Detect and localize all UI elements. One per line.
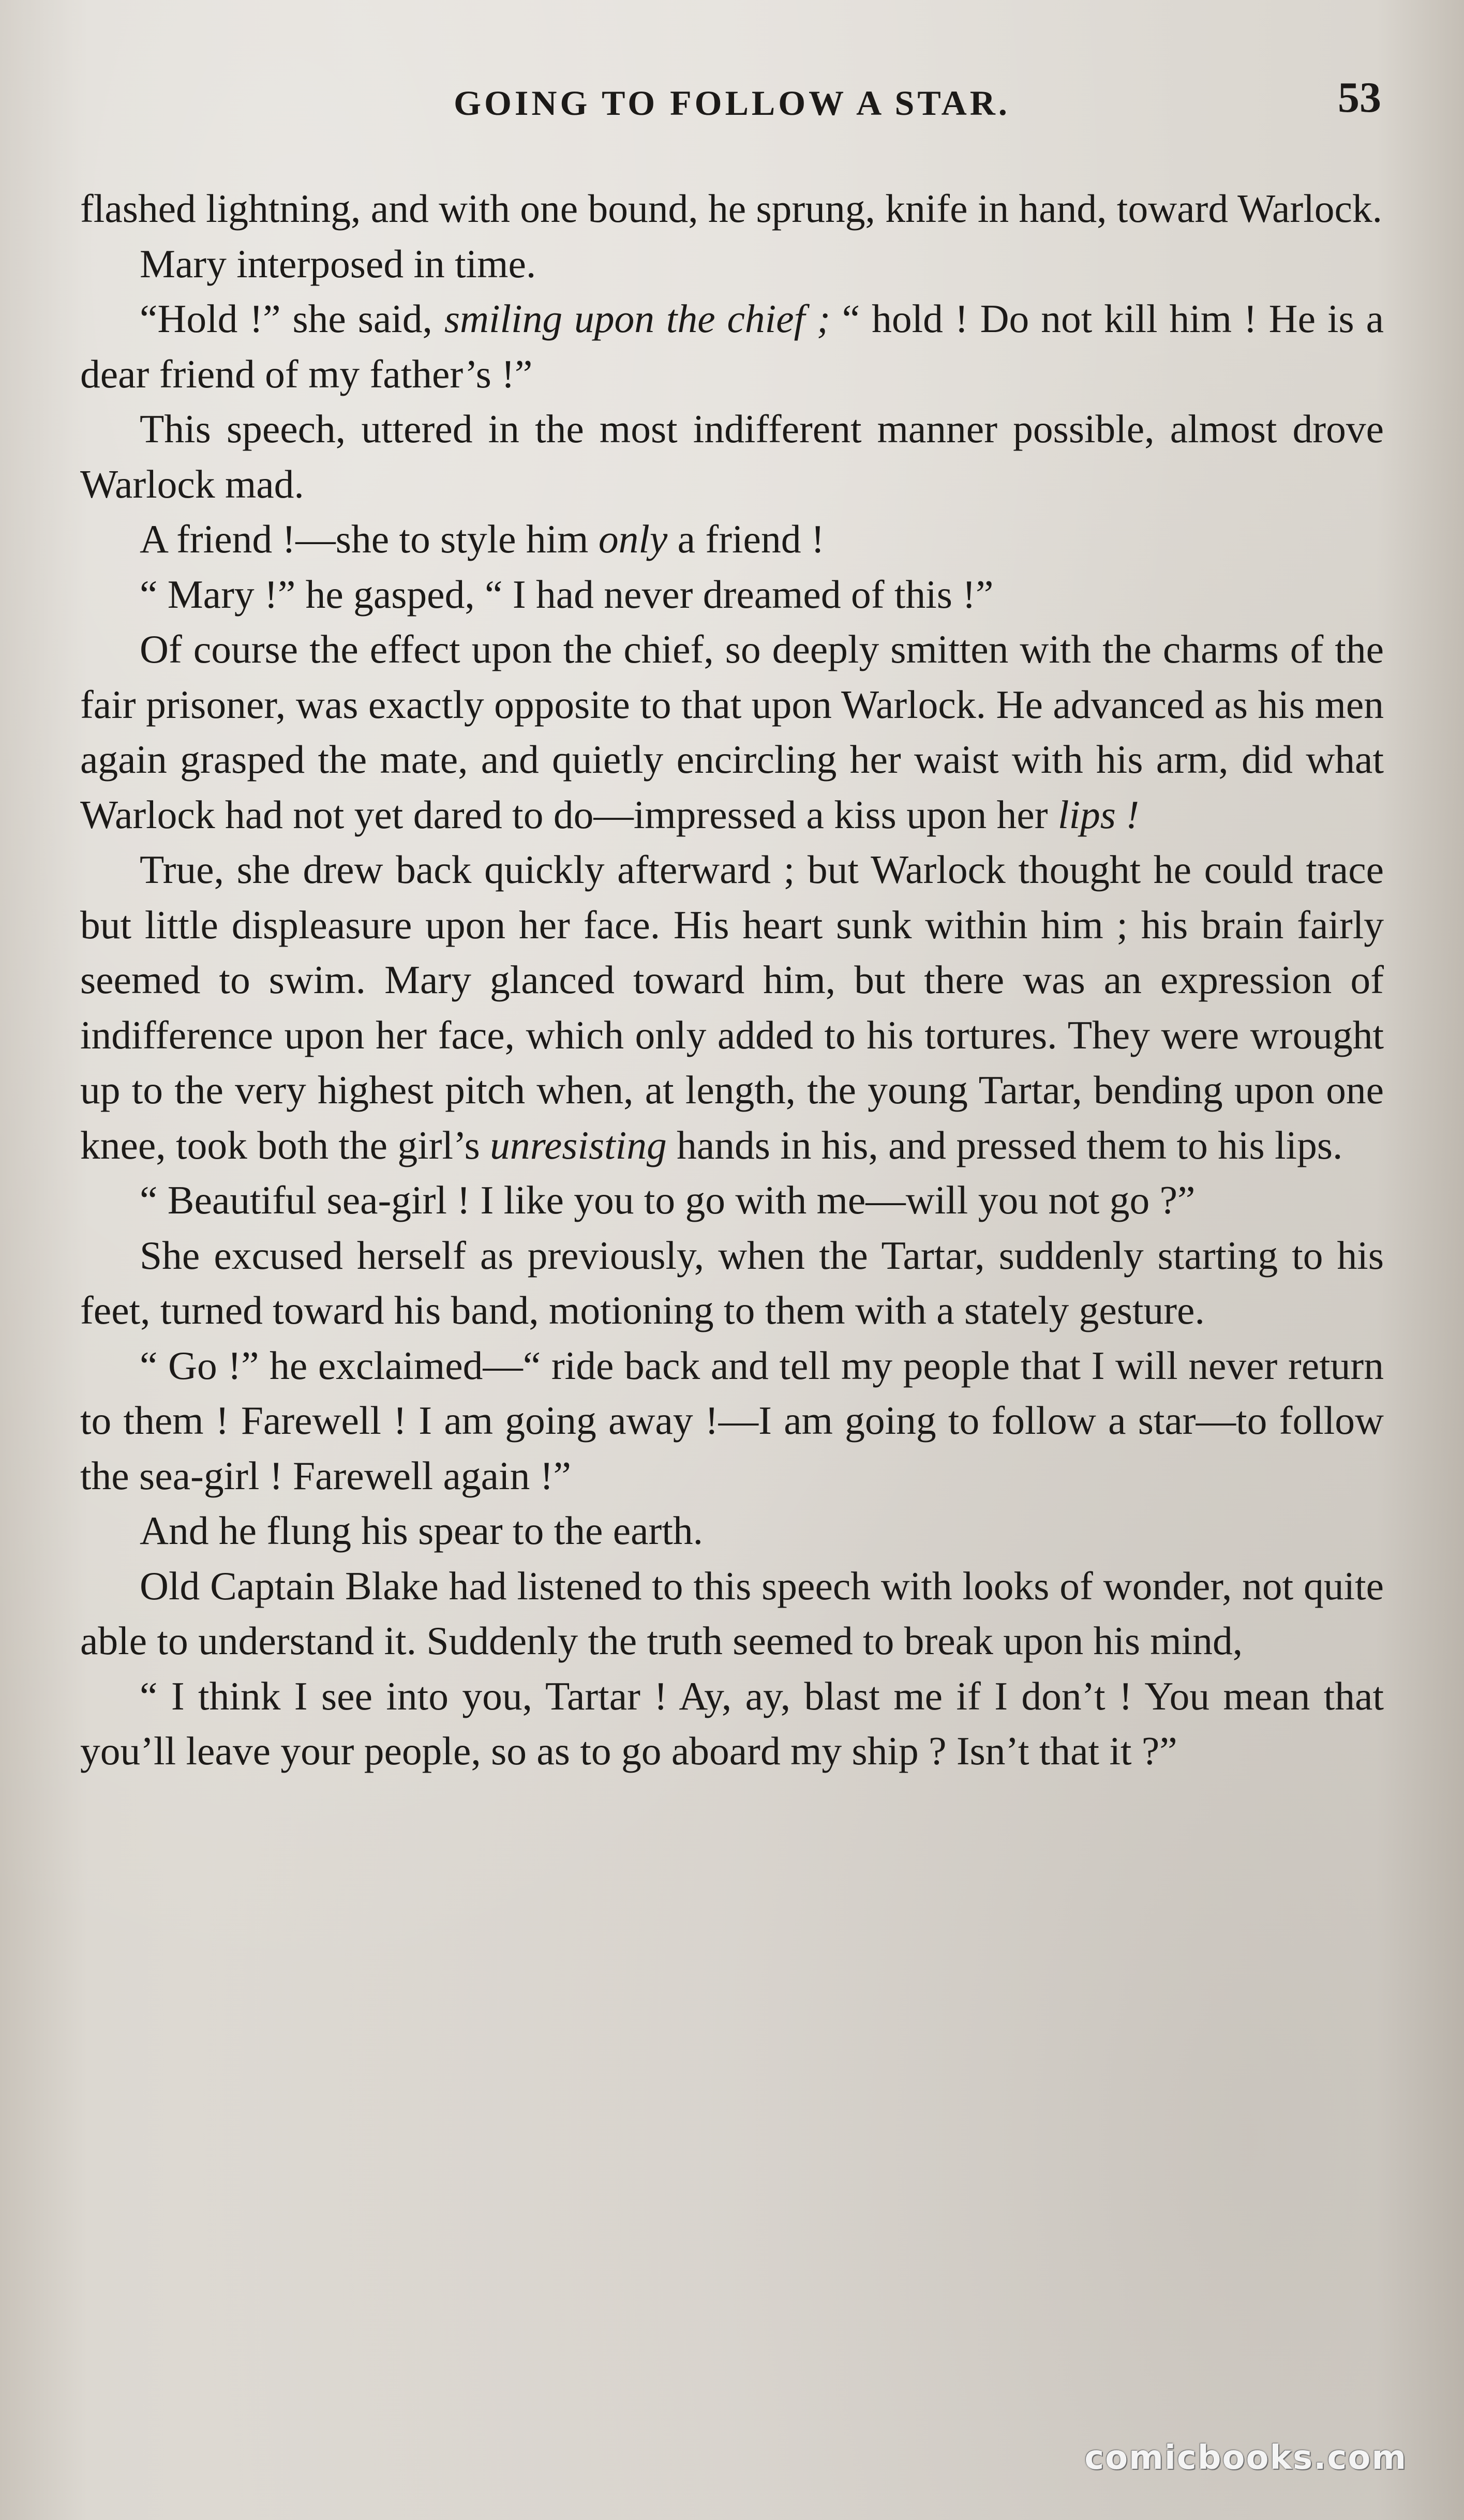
paragraph-9	[80, 1173, 1384, 1228]
text-run: “ Beautiful sea-girl ! I like you to go with me—will you not go ?”	[140, 1178, 1196, 1222]
paragraph-2	[80, 236, 1384, 292]
text-run: Old Captain Blake had listened to this speech with looks of wonder, not quite able to understand it. Suddenly the truth seemed to break upon his mind,	[80, 1563, 1384, 1663]
text-run: She excused herself as previously, when the Tartar, suddenly starting to his feet, turned toward his band, motioning to them with a stately gesture.	[80, 1233, 1384, 1332]
paragraph-1	[80, 181, 1384, 236]
text-run: “ Go !” he exclaimed—“ ride back and tell my people that I will never return to them ! Farewell ! I am going away !—I am going to follow a star—to follow the sea-girl ! Farewell again !”	[80, 1343, 1384, 1498]
body-text	[80, 181, 1384, 1779]
italic-run: unresisting	[490, 1122, 667, 1167]
text-run: flashed lightning, and with one bound, he sprung, knife in hand, toward Warlock.	[80, 186, 1383, 231]
text-run: “ Mary !” he gasped, “ I had never dreamed of this !”	[140, 572, 994, 617]
text-run: a friend !	[667, 517, 825, 561]
paragraph-6	[80, 567, 1384, 622]
text-run: “Hold !” she said,	[140, 296, 444, 341]
paragraph-5	[80, 512, 1384, 567]
text-run: True, she drew back quickly afterward ; but Warlock thought he could trace but little displeasure upon her face. His heart sunk within him ; his brain fairly seemed to swim. Mary glanced toward him, but there was an expression of indifference upon her face, which only added to his tortures. They were wrought up to the very highest pitch when, at length, the young Tartar, bending upon one knee, took both the girl’s	[80, 847, 1384, 1167]
paragraph-10	[80, 1228, 1384, 1338]
text-run: Of course the effect upon the chief, so deeply smitten with the charms of the fair prisoner, was exactly opposite to that upon Warlock. He advanced as his men again grasped the mate, and quietly encircling her waist with his arm, did what Warlock had not yet dared to do—impressed a kiss upon her	[80, 627, 1384, 837]
paragraph-4	[80, 401, 1384, 512]
italic-run: only	[598, 517, 668, 561]
text-run: “ I think I see into you, Tartar ! Ay, ay, blast me if I don’t ! You mean that you’ll leave your people, so as to go aboard my ship ? Isn’t that it ?”	[80, 1673, 1384, 1773]
text-run: A friend !—she to style him	[140, 517, 599, 561]
italic-run: lips !	[1057, 792, 1140, 837]
text-run: And he flung his spear to the earth.	[140, 1508, 704, 1553]
page-header	[83, 72, 1381, 129]
paragraph-14	[80, 1669, 1384, 1779]
paragraph-3	[80, 291, 1384, 401]
site-watermark: comicbooks.com	[1084, 2439, 1407, 2477]
text-run: This speech, uttered in the most indifferent manner possible, almost drove Warlock mad.	[80, 407, 1384, 506]
paragraph-13	[80, 1558, 1384, 1669]
paragraph-11	[80, 1338, 1384, 1504]
italic-run: smiling upon the chief ;	[444, 296, 830, 341]
paragraph-12	[80, 1503, 1384, 1558]
paragraph-8	[80, 842, 1384, 1173]
page-number: 53	[1338, 73, 1381, 122]
text-run: hands in his, and pressed them to his lips.	[666, 1122, 1343, 1167]
running-title: GOING TO FOLLOW A STAR.	[454, 83, 1010, 123]
text-run: “ hold ! Do not kill him ! He is a dear friend of my father’s !”	[80, 296, 1384, 396]
text-run: Mary interposed in time.	[140, 241, 536, 286]
paragraph-7	[80, 622, 1384, 842]
